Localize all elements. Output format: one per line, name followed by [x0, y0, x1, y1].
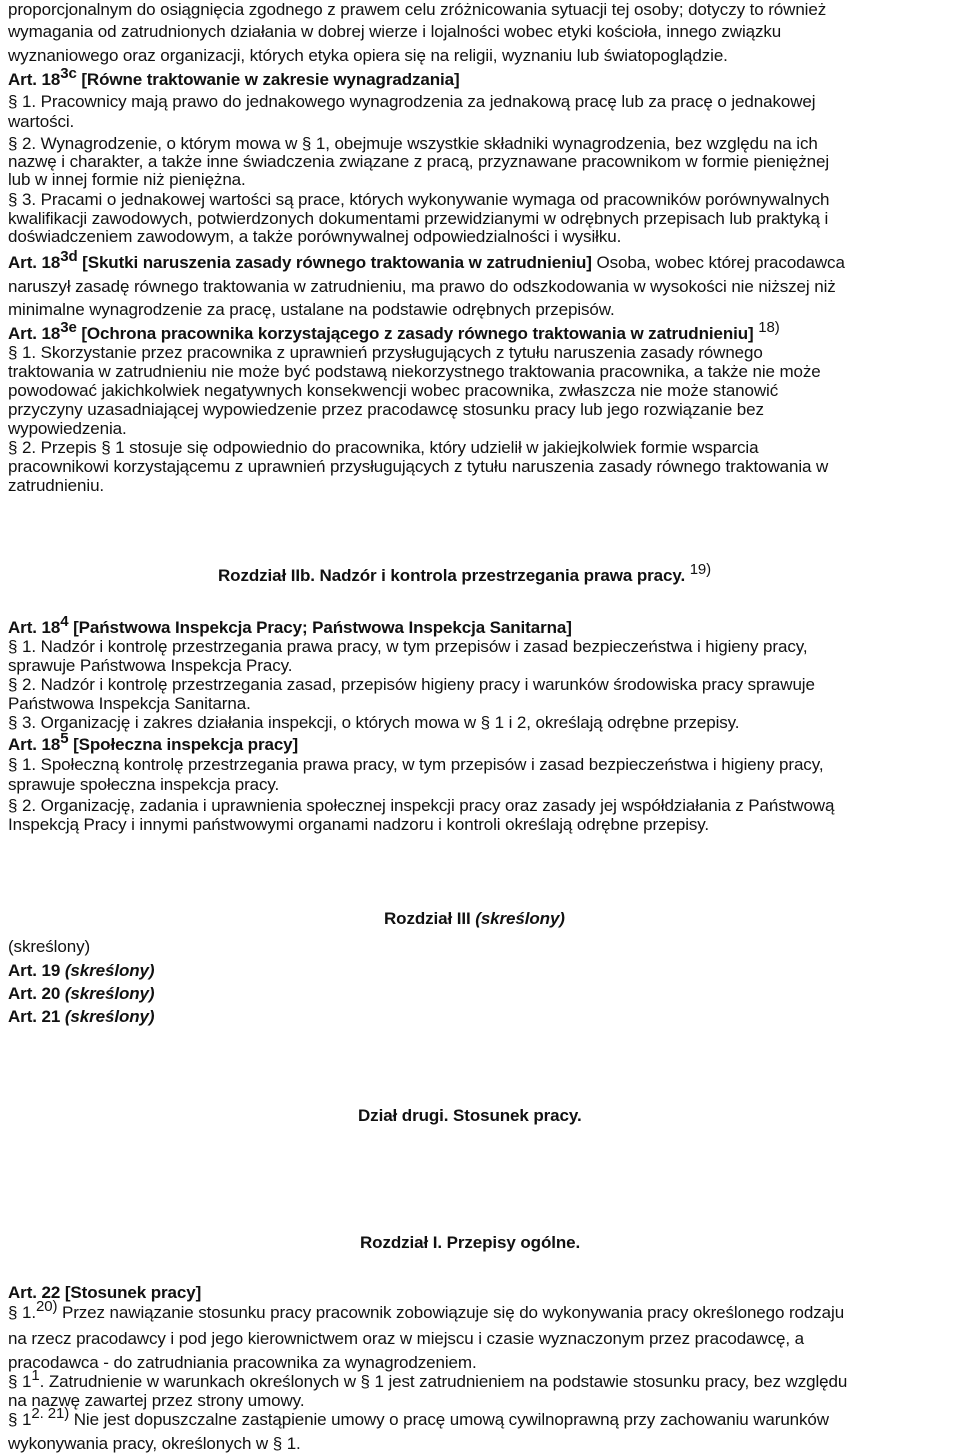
article-number: Art. 18 [8, 618, 61, 637]
paragraph-line: § 1. Skorzystanie przez pracownika z uprawnień przysługujących z tytułu naruszenia zasady równego [8, 343, 763, 362]
article-heading-19 [8, 961, 954, 981]
division-heading: Dział drugi. Stosunek pracy. [358, 1106, 582, 1125]
paragraph-line [8, 1405, 954, 1430]
paragraph-line: sprawuje Państwowa Inspekcja Pracy. [8, 656, 293, 675]
article-status: (skreślony) [64, 961, 155, 980]
article-number: Art. 18 [8, 735, 61, 754]
paragraph-mark: § 1 [8, 1410, 32, 1429]
article-number: Art. 21 [8, 1007, 65, 1026]
article-superscript: 3d [60, 248, 78, 265]
article-heading-18-5 [8, 730, 954, 755]
paragraph-line: § 2. Wynagrodzenie, o którym mowa w § 1, obejmuje wszystkie składniki wynagrodzenia, bez względu na ich [8, 134, 818, 153]
paragraph-line: przyczyny uzasadniającej wypowiedzenie przez pracodawcę stosunku pracy lub jego rozwiązanie bez [8, 400, 764, 419]
paragraph-line: Państwowa Inspekcja Sanitarna. [8, 694, 251, 713]
article-heading-21 [8, 1007, 954, 1027]
paragraph-line [8, 1298, 954, 1323]
article-number: Art. 18 [8, 70, 61, 89]
paragraph-line: lub w innej formie niż pieniężna. [8, 170, 246, 189]
paragraph-line: § 1. Pracownicy mają prawo do jednakowego wynagrodzenia za jednakową pracę lub za pracę o jednakowej [8, 92, 816, 111]
paragraph-superscript: 2. 21) [31, 1405, 70, 1422]
text-line: wyznaniowego oraz organizacji, których etyka opiera się na religii, wyznaniu lub światopoglądzie. [8, 46, 728, 65]
article-heading-18-3d [8, 248, 954, 273]
paragraph-text: Przez nawiązanie stosunku pracy pracownik zobowiązuje się do wykonywania pracy określonego rodzaju [57, 1303, 845, 1322]
text-line: proporcjonalnym do osiągnięcia zgodnego z prawem celu zróżnicowania sytuacji tej osoby; dotyczy to również [8, 0, 827, 19]
paragraph-line: zatrudnieniu. [8, 476, 105, 495]
article-title: [Skutki naruszenia zasady równego traktowania w zatrudnieniu] [82, 253, 592, 272]
paragraph-line: kwalifikacji zawodowych, potwierdzonych dokumentami przewidzianymi w odrębnych przepisach lub praktyką i [8, 209, 829, 228]
paragraph-line: nazwę i charakter, a także inne świadczenia związane z pracą, przyznawane pracownikom w formie pieniężnej [8, 152, 830, 171]
paragraph-line: wypowiedzenia. [8, 419, 127, 438]
paragraph-line: wartości. [8, 112, 75, 131]
article-superscript: 3e [60, 319, 77, 336]
article-heading-20 [8, 984, 954, 1004]
article-heading-18-4 [8, 613, 954, 638]
paragraph-line: na rzecz pracodawcy i pod jego kierownictwem oraz w miejscu i czasie wyznaczonym przez pracodawcę, a [8, 1329, 804, 1348]
chapter-title: Rozdział III [384, 909, 476, 928]
article-heading-18-3c [8, 65, 954, 90]
paragraph-line: § 3. Pracami o jednakowej wartości są prace, których wykonywanie wymaga od pracowników porównywalnych [8, 190, 830, 209]
paragraph-line: § 2. Nadzór i kontrolę przestrzegania zasad, przepisów higieny pracy i warunków środowiska pracy sprawuje [8, 675, 815, 694]
paragraph-line: sprawuje społeczna inspekcja pracy. [8, 775, 280, 794]
paragraph-mark: § 1. [8, 1303, 36, 1322]
paragraph-line: § 2. Organizację, zadania i uprawnienia społecznej inspekcji pracy oraz zasady jej współdziałania z Państwową [8, 796, 835, 815]
deleted-note: (skreślony) [8, 937, 91, 956]
paragraph-line [8, 1367, 954, 1392]
chapter-heading-1: Rozdział I. Przepisy ogólne. [360, 1233, 581, 1252]
article-superscript: 4 [60, 613, 69, 630]
text-line: wymagania od zatrudnionych działania w dobrej wierze i lojalności wobec etyki kościoła, innego związku [8, 22, 782, 41]
footnote-marker: 19) [689, 561, 712, 578]
paragraph-line: pracodawca - do zatrudniania pracownika za wynagrodzeniem. [8, 1353, 477, 1372]
article-number: Art. 18 [8, 324, 61, 343]
paragraph-line: na nazwę zawartej przez strony umowy. [8, 1391, 305, 1410]
paragraph-superscript: 1 [31, 1367, 40, 1384]
paragraph-text: Nie jest dopuszczalne zastąpienie umowy o pracę umową cywilnoprawną przy zachowaniu warunków [69, 1410, 829, 1429]
footnote-marker: 18) [758, 319, 780, 336]
article-text: Osoba, wobec której pracodawca [596, 253, 845, 272]
article-status: (skreślony) [64, 984, 155, 1003]
paragraph-text: . Zatrudnienie w warunkach określonych w § 1 jest zatrudnieniem na podstawie stosunku pracy, bez względu [39, 1372, 848, 1391]
paragraph-line: traktowania w zatrudnieniu nie może być podstawą niekorzystnego traktowania pracownika, a także nie może [8, 362, 821, 381]
paragraph-line: § 1. Nadzór i kontrolę przestrzegania prawa pracy, w tym przepisów i zasad bezpieczeństwa i higieny pracy, [8, 637, 808, 656]
chapter-status: (skreślony) [475, 909, 565, 928]
paragraph-line: minimalne wynagrodzenie za pracę, ustalane na podstawie odrębnych przepisów. [8, 300, 615, 319]
paragraph-line: wykonywania pracy, określonych w § 1. [8, 1434, 301, 1453]
paragraph-line: § 2. Przepis § 1 stosuje się odpowiednio do pracownika, który udzielił w jakiejkolwiek formie wsparcia [8, 438, 759, 457]
chapter-heading-3 [384, 909, 565, 929]
paragraph-line: § 1. Społeczną kontrolę przestrzegania prawa pracy, w tym przepisów i zasad bezpieczeństwa i higieny pracy, [8, 755, 824, 774]
article-superscript: 3c [60, 65, 77, 82]
article-heading-22: Art. 22 [Stosunek pracy] [8, 1283, 202, 1302]
article-superscript: 5 [60, 730, 69, 747]
footnote-marker: 20) [35, 1298, 58, 1315]
article-title: [Państwowa Inspekcja Pracy; Państwowa Inspekcja Sanitarna] [73, 618, 572, 637]
article-number: Art. 20 [8, 984, 65, 1003]
paragraph-line: naruszył zasadę równego traktowania w zatrudnieniu, ma prawo do odszkodowania w wysokości nie niższej niż [8, 277, 836, 296]
article-status: (skreślony) [64, 1007, 155, 1026]
chapter-title: Rozdział IIb. Nadzór i kontrola przestrzegania prawa pracy. [218, 566, 686, 585]
article-number: Art. 18 [8, 253, 61, 272]
paragraph-line: pracownikowi korzystającemu z uprawnień przysługujących z tytułu naruszenia zasady równego traktowania w [8, 457, 829, 476]
article-title: [Równe traktowanie w zakresie wynagradzania] [81, 70, 460, 89]
article-heading-18-3e [8, 319, 954, 344]
paragraph-line: Inspekcją Pracy i innymi państwowymi organami nadzoru i kontroli określają odrębne przepisy. [8, 815, 710, 834]
paragraph-mark: § 1 [8, 1372, 32, 1391]
article-number: Art. 19 [8, 961, 65, 980]
paragraph-line: doświadczeniem zawodowym, a także porównywalnej odpowiedzialności i wysiłku. [8, 227, 622, 246]
article-title: [Ochrona pracownika korzystającego z zasady równego traktowania w zatrudnieniu] [81, 324, 754, 343]
paragraph-line: § 3. Organizację i zakres działania inspekcji, o których mowa w § 1 i 2, określają odrębne przepisy. [8, 713, 740, 732]
article-title: [Społeczna inspekcja pracy] [73, 735, 299, 754]
chapter-heading-2b [218, 561, 712, 586]
paragraph-line: powodować jakichkolwiek negatywnych konsekwencji wobec pracownika, zwłaszcza nie może stanowić [8, 381, 779, 400]
